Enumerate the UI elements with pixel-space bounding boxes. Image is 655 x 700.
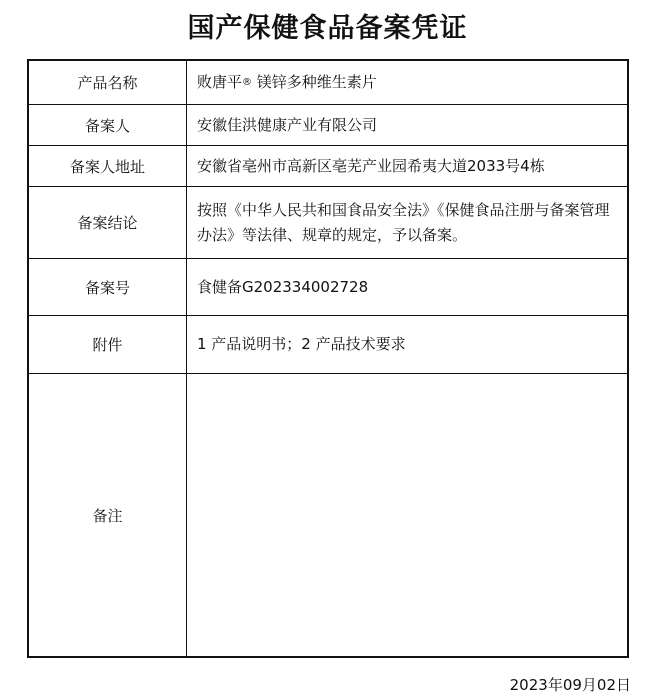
value-filer-address: 安徽省亳州市高新区亳芜产业园希夷大道2033号4栋 — [197, 156, 545, 175]
row-product-name — [29, 61, 627, 105]
issue-date: 2023年09月02日 — [509, 676, 631, 694]
value-filing-conclusion: 按照《中华人民共和国食品安全法》《保健食品注册与备案管理办法》等法律、规章的规定，予以备案。 — [197, 200, 610, 244]
value-attachments: 1 产品说明书；2 产品技术要求 — [197, 335, 406, 353]
document-title: 国产保健食品备案凭证 — [187, 13, 468, 44]
value-product-name: 败唐平 ® 镁锌多种维生素片 — [187, 61, 627, 104]
row-remarks — [29, 374, 627, 656]
row-filing-conclusion — [29, 187, 627, 259]
certificate-table — [27, 59, 629, 658]
product-name-prefix: 败唐平 — [197, 73, 243, 91]
product-name-suffix: 镁锌多种维生素片 — [252, 73, 377, 91]
label-filer: 备案人 — [29, 105, 187, 145]
label-filer-address: 备案人地址 — [29, 146, 187, 186]
label-remarks: 备注 — [29, 374, 187, 656]
row-attachments — [29, 316, 627, 374]
value-filer: 安徽佳洪健康产业有限公司 — [197, 115, 378, 134]
label-filing-conclusion: 备案结论 — [29, 187, 187, 258]
row-filing-number — [29, 259, 627, 316]
value-remarks — [187, 374, 627, 656]
row-filer-address — [29, 146, 627, 187]
label-attachments: 附件 — [29, 316, 187, 373]
label-filing-number: 备案号 — [29, 259, 187, 315]
label-product-name: 产品名称 — [29, 61, 187, 104]
value-filing-number: 食健备G202334002728 — [197, 277, 369, 296]
row-filer — [29, 105, 627, 146]
